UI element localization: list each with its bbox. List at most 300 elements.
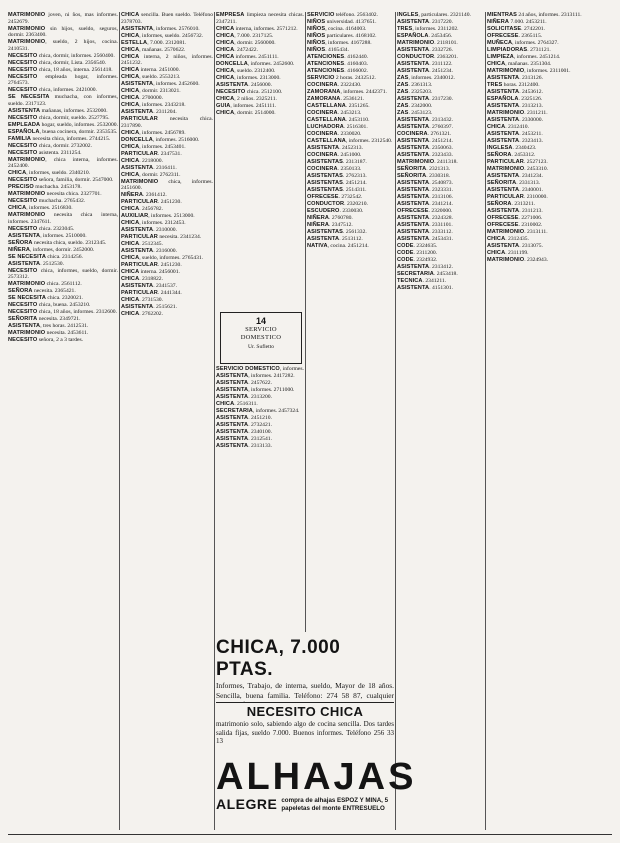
- ad-text: ZAS: [397, 75, 409, 81]
- ad-body-text: . 2457622.: [248, 380, 272, 386]
- ad-text: CHICA: [121, 53, 140, 60]
- ad-body-text: . 2311122.: [429, 61, 453, 67]
- ad-text: MATRIMONIO: [8, 39, 46, 45]
- ad-body-text: chica, dormir, informes. 2560400.: [37, 52, 115, 59]
- ad-text: LIMPIADORAS: [487, 47, 528, 53]
- ad-alhajas-headline: ALHAJAS: [216, 756, 417, 798]
- classified-ad: [397, 278, 484, 285]
- ad-body-text: . 2340001.: [519, 187, 543, 193]
- ad-body-text: , tres horas. 2412531.: [40, 323, 89, 329]
- ad-body-text: chica. 2323045.: [37, 225, 75, 232]
- ad-text: MUÑECA: [487, 40, 513, 46]
- ad-body-text: . 2330318.: [426, 173, 451, 179]
- ad-text: PARTICULAR: [121, 116, 158, 122]
- classified-ad: [8, 60, 118, 67]
- ad-body-text: muchacha. 2453178.: [33, 184, 82, 190]
- ad-text: NECESITO: [216, 88, 246, 95]
- ad-alhajas: [216, 756, 417, 835]
- ad-body-text: . 2561332.: [343, 229, 367, 235]
- ad-body-text: . 2313106.: [429, 194, 453, 200]
- classified-ad: [121, 74, 213, 81]
- classified-ad: [487, 75, 612, 82]
- ad-text: SEÑORA: [8, 288, 33, 294]
- ad-text: SEÑORITA: [397, 166, 427, 172]
- ad-body-text: necesita chica, sueldo. 2312345.: [32, 239, 107, 246]
- ad-body-text: . 2516301.: [343, 124, 368, 130]
- ad-body-text: . 2310000.: [523, 194, 548, 200]
- ad-text: NECESITO: [8, 114, 38, 121]
- ad-text: ASISTENTA: [487, 243, 520, 249]
- ad-text: ZAS: [397, 82, 409, 88]
- classified-ad: [397, 201, 484, 208]
- ad-text: ASISTENTA: [487, 208, 520, 214]
- ad-body-text: , dormir. 2762311.: [139, 171, 181, 178]
- ad-text: CHICA: [121, 311, 140, 317]
- ad-body-text: . 2453431.: [429, 236, 453, 242]
- ad-text: ASISTENTAS: [307, 173, 344, 179]
- ad-body-text: . 2313412.: [429, 264, 453, 270]
- ad-body-text: . 2322430.: [337, 82, 362, 88]
- ad-text: MATRIMONIO: [121, 178, 159, 185]
- classified-ad: [307, 103, 394, 110]
- classified-ad: [8, 205, 118, 212]
- ad-text: NECESITO: [8, 87, 38, 93]
- ad-text: ASISTENTA: [121, 248, 154, 254]
- classified-ad: [8, 122, 118, 129]
- classified-ad: [8, 53, 118, 60]
- classified-ad: [8, 212, 118, 225]
- classified-ad: [487, 117, 612, 124]
- classified-ad: [121, 102, 213, 109]
- classified-ad: [487, 159, 612, 166]
- ad-text: CHICA: [121, 95, 140, 101]
- classified-ad: [216, 422, 304, 429]
- ad-text: TRES: [397, 26, 413, 32]
- classified-ad: [397, 166, 484, 173]
- classified-ad: [8, 302, 118, 309]
- classified-ad: [121, 255, 213, 262]
- ad-body-text: . 2340100.: [248, 429, 272, 435]
- ad-text: INGLES: [397, 12, 419, 18]
- ad-body-text: chica. 2561112.: [45, 281, 82, 287]
- ad-body-text: . 2317230.: [429, 96, 453, 102]
- classified-ad: [121, 109, 213, 116]
- ad-body-text: , 7.000. 2317125.: [234, 32, 274, 39]
- classified-ad: [121, 158, 213, 165]
- classified-ad: [397, 264, 484, 271]
- ad-body-text: . 2324932.: [413, 257, 438, 263]
- ad-text: ESPAÑOLA: [487, 96, 519, 102]
- classified-ad: [8, 39, 118, 52]
- classified-ad: [397, 180, 484, 187]
- ad-text: CHICA: [121, 88, 140, 94]
- ad-body-text: . 2700000.: [139, 95, 163, 101]
- ad-text: ASISTENTA: [397, 201, 430, 207]
- bottom-rule: [8, 834, 612, 835]
- ad-text: NECESITO: [8, 149, 38, 156]
- classified-ad: [216, 394, 304, 401]
- ad-text: PARTICULAR: [121, 290, 158, 296]
- classified-ad: [487, 201, 612, 208]
- ad-body-text: . 2313213.: [519, 103, 543, 109]
- ad-body-text: , informes, dormir. 2452000.: [30, 246, 95, 253]
- ad-body-text: chica, dormir. 2732002.: [37, 142, 92, 149]
- ad-body-text: . 2472422.: [234, 46, 258, 53]
- classified-ad: [8, 108, 118, 115]
- ad-body-text: . 2347531.: [157, 150, 182, 157]
- ad-text: ASISTENTA: [487, 117, 520, 123]
- ad-text: ASISTENTA: [487, 187, 520, 193]
- ad-text: OFRECESE: [487, 215, 519, 221]
- column-2: [121, 12, 213, 830]
- ad-body-text: chica. 2512100.: [245, 88, 283, 95]
- ad-body-text: , informes. 2453401.: [139, 143, 186, 150]
- ad-body-text: . 2351265.: [345, 103, 370, 109]
- classified-ad: [307, 47, 394, 54]
- ad-body-text: muchacha. 2765432.: [37, 198, 86, 204]
- ad-text: ASISTENTA: [397, 194, 430, 200]
- ad-text: ESCUDERO: [307, 208, 340, 214]
- ad-body-text: . 2340423.: [512, 145, 537, 151]
- ad-body-text: . 2363201.: [434, 54, 458, 60]
- ad-text: SEÑORA: [487, 201, 512, 207]
- classified-ad: [397, 54, 484, 61]
- ad-body-text: . 2453213.: [337, 110, 362, 116]
- classified-ad: [487, 89, 612, 96]
- classified-ad: [121, 26, 213, 33]
- ad-text: CHICA: [487, 250, 506, 256]
- ad-body-text: , mañanas. 2570622.: [139, 46, 186, 53]
- ad-body-text: 2 horas. 2432512.: [334, 75, 376, 81]
- ad-text: NIÑERA: [307, 222, 330, 228]
- classified-ad: [121, 311, 213, 318]
- classified-ad: [397, 75, 484, 82]
- column-rule: [214, 12, 215, 830]
- ad-body-text: . 2312410.: [505, 124, 529, 130]
- classified-ad: [8, 288, 118, 295]
- ad-text: CHICA: [487, 61, 506, 67]
- ad-necesito-headline: NECESITO CHICA: [246, 704, 364, 719]
- ad-body-text: chica, dormir, Lista. 2356540.: [37, 59, 107, 66]
- classified-ad: [487, 68, 612, 75]
- ad-body-text: . 2313075.: [519, 243, 543, 249]
- ad-body-text: necesita chica. 2327701.: [45, 191, 102, 197]
- classified-ad: [216, 415, 304, 422]
- ad-text: NIÑOS: [307, 40, 326, 46]
- classified-ad: [8, 74, 118, 87]
- ad-body-text: , dormir. 2560000.: [234, 39, 276, 46]
- classified-ad: [121, 130, 213, 137]
- ad-body-text: . 2731530.: [139, 297, 163, 303]
- ad-text: ASISTENTA: [487, 131, 520, 137]
- ad-text: GUIA: [216, 102, 231, 109]
- ad-body-text: . 2341214.: [429, 201, 453, 207]
- classified-ad: [487, 40, 612, 47]
- ad-body-text: sencilla. Buen sueldo. Teléfono 2378703.: [121, 12, 213, 25]
- ad-text: MATRIMONIO: [487, 166, 525, 172]
- classified-ad: [8, 157, 118, 170]
- ad-body-text: . 2514311.: [343, 187, 367, 193]
- ad-body-text: interna, 2 niños, informes. 2451232.: [121, 53, 213, 66]
- classified-ad: [397, 194, 484, 201]
- classified-ad: [307, 145, 394, 152]
- classified-ad: [307, 40, 394, 47]
- ad-body-text: . 2453612.: [519, 89, 543, 95]
- ad-text: MATRIMONIO: [8, 25, 46, 32]
- ad-text: DONCELLA: [216, 60, 248, 67]
- ad-body-text: . 2453456.: [428, 33, 453, 39]
- section-number: 14: [255, 316, 266, 326]
- classified-ad: [121, 241, 213, 248]
- classified-ad: [307, 208, 394, 215]
- ad-text: ASISTENTA: [8, 260, 41, 267]
- ad-body-text: . 2453418.: [433, 271, 458, 277]
- ad-text: ASISTENTA: [397, 47, 430, 53]
- classified-ad: [121, 220, 213, 227]
- ad-body-text: . 2311204.: [153, 109, 177, 115]
- ad-text: EMPRESA: [216, 12, 245, 18]
- ad-body-text: . 2341211.: [422, 278, 447, 284]
- ad-text: ASISTENTA: [487, 138, 520, 144]
- ad-body-text: , sueldo. 2312400.: [234, 67, 276, 74]
- ad-text: ASISTENTA: [121, 164, 154, 171]
- classified-ad: [307, 201, 394, 208]
- ad-body-text: chica, dormir, sueldo. 2527795.: [37, 114, 110, 121]
- classified-ad: [121, 290, 213, 297]
- classified-ad: [307, 194, 394, 201]
- ad-text: CHICA: [216, 32, 235, 39]
- ad-body-text: . 2762202.: [139, 311, 163, 317]
- classified-ad: [307, 222, 394, 229]
- ad-body-text: chica, informes, sueldo, dormir. 2573312.: [8, 267, 118, 280]
- ad-text: NIÑOS: [307, 19, 326, 25]
- ad-text: CONDUCTOR: [397, 54, 435, 60]
- ad-body-text: , informes. 2312453.: [139, 220, 186, 226]
- ad-body-text: . 2453211.: [519, 131, 543, 137]
- ad-body-text: , informes. 2457324.: [252, 408, 300, 414]
- ad-body-text: necesita. 2365421.: [32, 288, 76, 294]
- ad-text: SOLICITASE: [487, 26, 522, 32]
- ad-text: MIENTRAS: [487, 12, 518, 18]
- classified-ad: [216, 373, 304, 380]
- ad-body-text: . 4151301.: [429, 285, 453, 291]
- ad-body-text: . 2332726.: [429, 47, 453, 53]
- ad-text: MATRIMONIO: [397, 159, 435, 165]
- ad-text: CHICA: [121, 46, 140, 53]
- classified-ad: [8, 240, 118, 247]
- ad-body-text: , informes. 2456789.: [139, 129, 186, 136]
- classified-ad: [397, 19, 484, 26]
- classified-ad: [487, 131, 612, 138]
- ad-text: CONDUCTOR: [307, 201, 345, 207]
- ad-body-text: . 2310002.: [518, 222, 543, 228]
- ad-chica-body: Informes, Trabajo, de interna, sueldo, Mayor de 18 años. Sencilla, buena familia. Teléfono: 274 58 87, cualquier: [216, 681, 394, 700]
- classified-ad: [487, 222, 612, 229]
- ad-text: ASISTENTA: [397, 285, 430, 291]
- ad-text: CHICA: [121, 269, 140, 275]
- ad-body-text: . 2312541.: [248, 436, 272, 442]
- ad-text: COCINERA: [307, 110, 338, 116]
- classified-ad: [397, 26, 484, 33]
- ad-text: MATRIMONIO: [8, 212, 46, 218]
- ad-text: ASISTENTA: [397, 117, 430, 123]
- classified-ad: [397, 61, 484, 68]
- ad-body-text: . 2320210.: [344, 201, 368, 207]
- section-title-line2: DOMESTICO: [240, 334, 282, 341]
- ad-body-text: . 2325126.: [518, 96, 543, 102]
- classified-ad: [8, 198, 118, 205]
- classified-ad: [216, 54, 304, 61]
- classified-ad: [121, 88, 213, 95]
- ad-text: ZAS: [397, 110, 409, 116]
- ad-text: ASISTENTA: [397, 187, 430, 193]
- classified-ad: [8, 150, 118, 157]
- classified-ad: [8, 67, 118, 74]
- classified-ad: [216, 387, 304, 394]
- ad-body-text: . 2441344.: [157, 290, 182, 296]
- ad-body-text: . 2311213.: [519, 208, 543, 214]
- ad-body-text: , informes, sueldo. 2456732.: [139, 32, 204, 39]
- ad-text: SECRETARIA: [397, 271, 434, 277]
- classified-ad: [8, 184, 118, 191]
- ad-body-text: , informes. 2513000.: [148, 213, 195, 219]
- ad-text: AUXILIAR: [121, 213, 149, 219]
- ad-body-text: . 2323331.: [429, 187, 453, 193]
- ad-body-text: . 2311199.: [505, 250, 529, 256]
- classified-ad: [216, 110, 304, 117]
- classified-ad: [307, 152, 394, 159]
- classified-ad: [487, 180, 612, 187]
- ad-text: ASISTENTA: [397, 124, 430, 130]
- classified-ad: [8, 226, 118, 233]
- ad-body-text: mañanas, informes. 2532000.: [40, 107, 108, 114]
- ad-body-text: asistenta. 2311254.: [37, 149, 82, 156]
- classified-ad: [121, 227, 213, 234]
- classified-ad: [307, 26, 394, 33]
- classified-ad: [487, 194, 612, 201]
- ad-text: MATRIMONIO: [487, 229, 525, 235]
- ad-text: ASISTENTA: [307, 145, 340, 151]
- classified-ad: [307, 110, 394, 117]
- classified-ad: [397, 110, 484, 117]
- classified-ad: [121, 192, 213, 199]
- classified-ad: [216, 68, 304, 75]
- ad-text: CASTELLANA: [307, 138, 346, 144]
- ad-text: ASISTENTA: [216, 81, 249, 88]
- ad-body-text: , informes. 2311001.: [524, 68, 571, 74]
- ad-text: ASISTENTA: [397, 180, 430, 186]
- ad-text: MATRIMONIO: [8, 156, 46, 163]
- ad-text: MATRIMONIO: [8, 330, 46, 336]
- classified-ad: [8, 87, 118, 94]
- classified-ad: [487, 243, 612, 250]
- ad-body-text: , informes. 2312540.: [345, 138, 393, 144]
- ad-text: ASISTENTA: [216, 387, 249, 393]
- column-rule: [485, 12, 486, 830]
- ad-body-text: . 2451230.: [157, 199, 182, 205]
- classified-ad: [8, 281, 118, 288]
- ad-text: CODE: [397, 257, 414, 263]
- ad-body-text: , informes. 2451111.: [230, 102, 277, 109]
- classified-ad: [307, 180, 394, 187]
- ad-text: ASISTENTA: [216, 429, 249, 435]
- ad-text: NIÑOS: [307, 26, 326, 32]
- classified-ad: [216, 12, 304, 25]
- ad-text: NECESITO: [8, 198, 38, 204]
- classified-ad: [397, 159, 484, 166]
- classified-ad: [121, 12, 213, 25]
- ad-body-text: , informes.: [279, 366, 304, 372]
- classified-ad: [121, 248, 213, 255]
- ad-body-text: , sueldo. 2553213.: [139, 74, 181, 80]
- ad-body-text: , particulares. 2321140.: [418, 12, 471, 18]
- classified-ad: [8, 233, 118, 240]
- classified-ad: [487, 47, 612, 54]
- ad-body-text: . 2742201.: [521, 26, 545, 32]
- ad-text: NATIVA: [307, 243, 328, 249]
- classified-ad: [307, 131, 394, 138]
- classified-ad: [216, 89, 304, 96]
- classified-ad: [8, 330, 118, 337]
- ad-text: ZAS: [397, 103, 409, 109]
- column-6: [487, 12, 612, 830]
- ad-text: PRECISO: [8, 184, 34, 190]
- ad-body-text: . 2321313.: [426, 166, 451, 172]
- ad-text: ASISTENTA: [487, 173, 520, 179]
- classified-ad: [397, 257, 484, 264]
- ad-body-text: . 2313432.: [429, 117, 453, 123]
- ad-body-text: . 2324328.: [429, 215, 453, 221]
- ad-text: CHICA: [216, 109, 235, 116]
- ad-body-text: . 2313126.: [519, 75, 543, 81]
- ad-body-text: necesita. 2453611.: [45, 330, 89, 336]
- ad-text: OFRECESE: [487, 33, 519, 39]
- ad-text: ZAS: [397, 89, 409, 95]
- ad-text: ASISTENTA: [397, 145, 430, 151]
- classified-ad: [216, 47, 304, 54]
- classified-ad: [216, 436, 304, 443]
- ad-text: ASISTENTA: [397, 222, 430, 228]
- ad-text: ESPAÑOLA: [8, 128, 40, 135]
- ad-text: MATRIMONIO: [8, 191, 46, 197]
- ad-text: OFRECESE: [397, 208, 429, 214]
- classified-ad: [121, 151, 213, 158]
- ad-text: INGLESA: [487, 145, 513, 151]
- classified-ad: [397, 271, 484, 278]
- ad-body-text: chica. 2314256.: [45, 253, 83, 260]
- classified-ad: [121, 81, 213, 88]
- classified-ad: [487, 229, 612, 236]
- classified-ad: [216, 380, 304, 387]
- ad-text: TRES: [487, 82, 503, 88]
- ad-body-text: . 2451210.: [248, 415, 272, 421]
- classified-ad: [216, 82, 304, 89]
- ad-text: CHICA: [121, 102, 140, 108]
- ad-body-text: . 2310000.: [153, 227, 177, 233]
- ad-body-text: , informes. 2417282.: [248, 373, 295, 379]
- classified-ad: [397, 96, 484, 103]
- ad-body-text: . 2330020.: [337, 131, 362, 137]
- ad-text: PARTICULAR: [121, 234, 158, 240]
- classified-ad: [487, 82, 612, 89]
- ad-text: ZAMORANA: [307, 96, 341, 102]
- classified-ad: [397, 82, 484, 89]
- ad-text: LUCHADORA: [307, 124, 344, 130]
- classified-ad: [307, 75, 394, 82]
- ad-body-text: , informes. 2510000.: [40, 232, 87, 239]
- classified-ad: [307, 12, 394, 19]
- ad-text: CHICA: [121, 255, 140, 261]
